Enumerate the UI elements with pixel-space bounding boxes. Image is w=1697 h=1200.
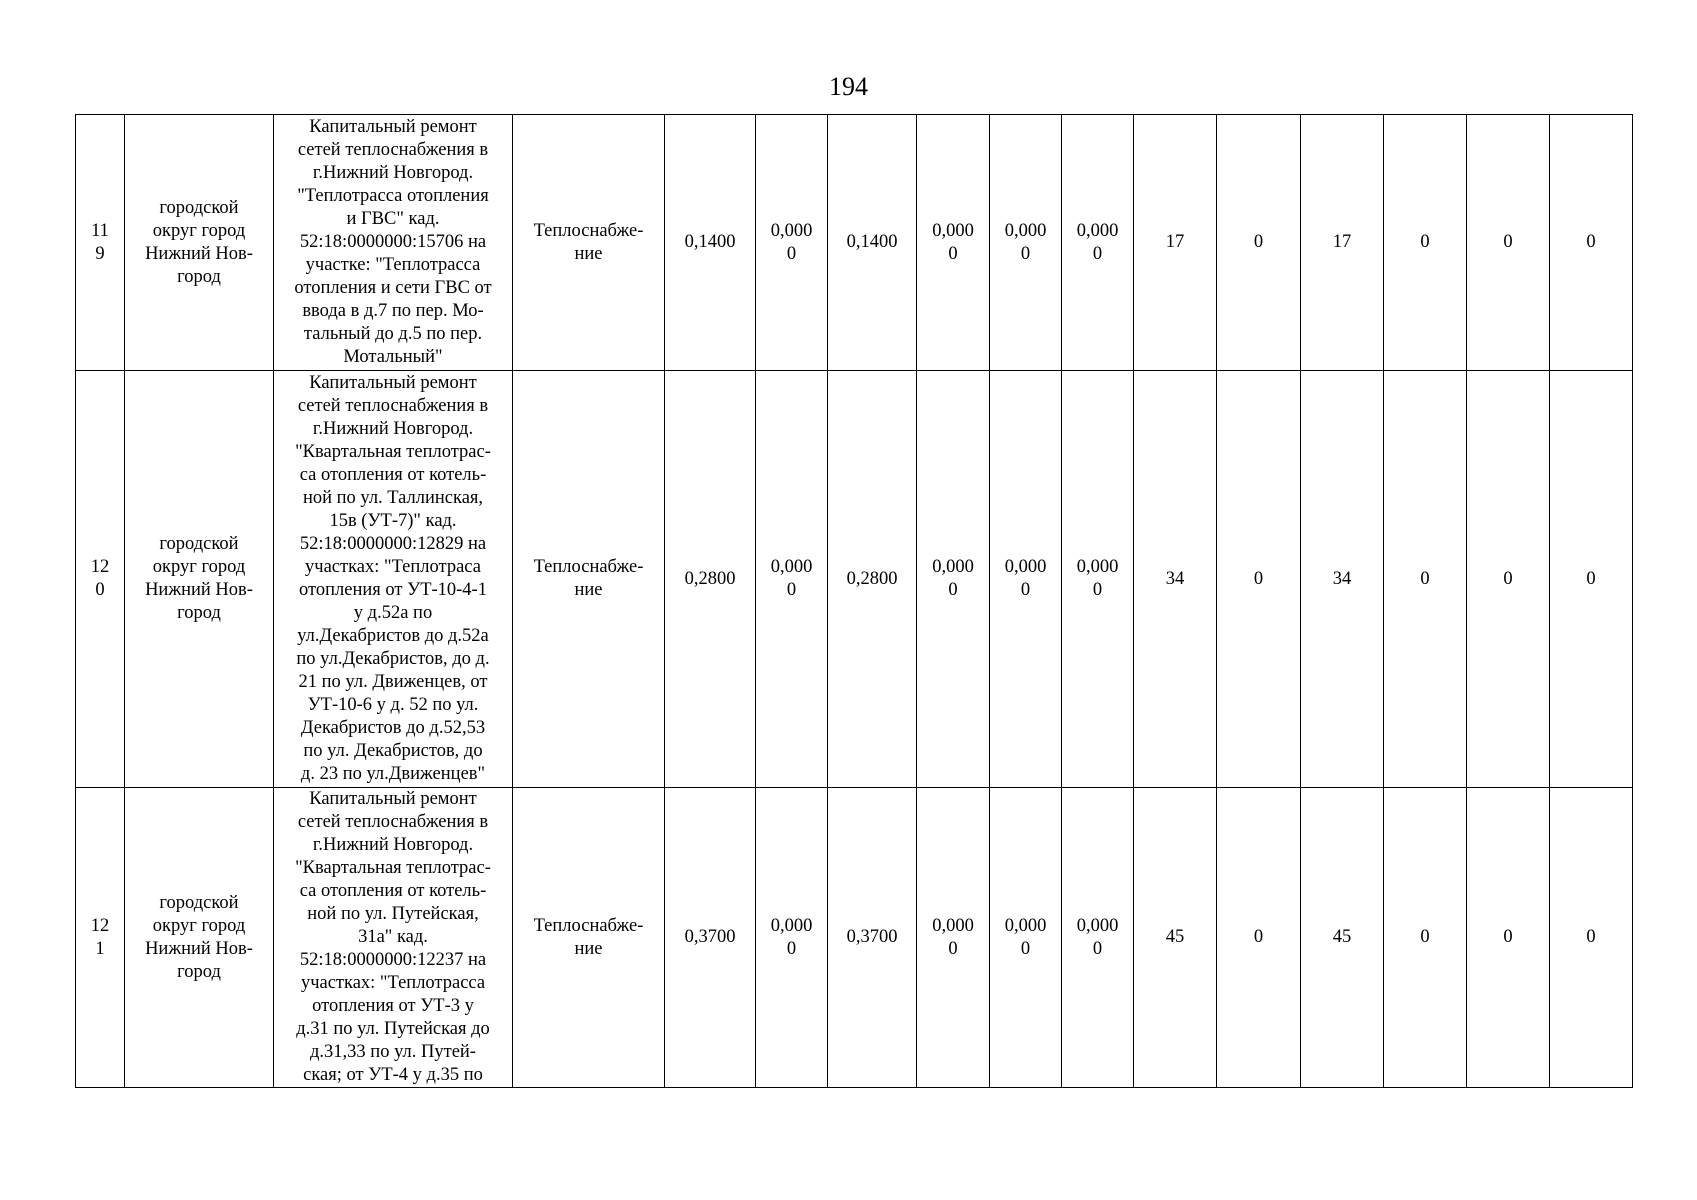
value-4: 0,000 0 bbox=[932, 915, 974, 959]
type-cell bbox=[513, 788, 665, 1088]
count-6: 0 bbox=[1586, 927, 1596, 947]
table-row bbox=[76, 371, 1633, 788]
count-2: 0 bbox=[1253, 927, 1264, 947]
count-1: 17 bbox=[1165, 232, 1185, 252]
description-text: Капитальный ремонт сетей теплоснабжения в г.Нижний Новгород. "Теплотрасса отопления и ГВС" кад. 52:18:0000000:15706 на участке: "Теплотрасса отопления и сети ГВС от ввода в д.7 по пер. Мо- тальный до д.5 по пер. Мотальный" bbox=[294, 117, 492, 367]
value-3: 0,3700 bbox=[846, 927, 898, 947]
row-number-cell bbox=[76, 788, 125, 1088]
count-cell bbox=[1384, 788, 1467, 1088]
value-2: 0,000 0 bbox=[770, 220, 813, 264]
type-text: Теплоснабже- ние bbox=[533, 557, 644, 600]
type-text: Теплоснабже- ние bbox=[533, 220, 644, 264]
value-cell bbox=[1062, 788, 1134, 1088]
value-cell bbox=[828, 115, 917, 371]
count-1: 45 bbox=[1165, 927, 1185, 947]
count-6: 0 bbox=[1586, 232, 1596, 252]
count-cell bbox=[1384, 115, 1467, 371]
row-number: 11 9 bbox=[91, 220, 109, 264]
count-5: 0 bbox=[1503, 568, 1513, 589]
count-4: 0 bbox=[1420, 927, 1430, 947]
count-5: 0 bbox=[1503, 927, 1513, 947]
count-cell bbox=[1550, 115, 1633, 371]
row-number: 12 0 bbox=[90, 557, 110, 600]
municipality-text: городской округ город Нижний Нов- город bbox=[145, 534, 253, 623]
table-row bbox=[76, 115, 1633, 371]
count-4: 0 bbox=[1420, 232, 1430, 252]
type-cell bbox=[513, 115, 665, 371]
data-table bbox=[75, 114, 1633, 1088]
count-cell bbox=[1217, 115, 1301, 371]
value-6: 0,000 0 bbox=[1076, 557, 1119, 600]
value-cell bbox=[917, 788, 990, 1088]
value-cell bbox=[1062, 115, 1134, 371]
value-6: 0,000 0 bbox=[1076, 220, 1119, 264]
count-4: 0 bbox=[1420, 568, 1430, 589]
value-cell bbox=[828, 371, 917, 788]
count-2: 0 bbox=[1253, 232, 1264, 252]
value-cell bbox=[917, 115, 990, 371]
count-cell bbox=[1134, 371, 1217, 788]
value-1: 0,3700 bbox=[684, 927, 736, 947]
count-cell bbox=[1467, 371, 1550, 788]
count-cell bbox=[1550, 371, 1633, 788]
count-3: 45 bbox=[1332, 927, 1352, 947]
value-5: 0,000 0 bbox=[1004, 220, 1047, 264]
value-cell bbox=[828, 788, 917, 1088]
value-4: 0,000 0 bbox=[932, 220, 974, 264]
count-6: 0 bbox=[1586, 568, 1596, 589]
count-cell bbox=[1550, 788, 1633, 1088]
count-cell bbox=[1301, 788, 1384, 1088]
value-2: 0,000 0 bbox=[770, 557, 813, 600]
value-cell bbox=[756, 115, 828, 371]
count-cell bbox=[1467, 788, 1550, 1088]
value-cell bbox=[665, 371, 756, 788]
value-cell bbox=[756, 788, 828, 1088]
value-3: 0,2800 bbox=[846, 568, 898, 589]
type-text: Теплоснабже- ние bbox=[533, 915, 644, 959]
value-5: 0,000 0 bbox=[1004, 557, 1047, 600]
count-cell bbox=[1217, 371, 1301, 788]
value-cell bbox=[990, 788, 1062, 1088]
table-row bbox=[76, 788, 1633, 1088]
count-cell bbox=[1134, 115, 1217, 371]
value-cell bbox=[665, 788, 756, 1088]
description-text: Капитальный ремонт сетей теплоснабжения в г.Нижний Новгород. "Квартальная теплотрас- са отопления от котель- ной по ул. Таллинская, 15в (УТ-7)" кад. 52:18:0000000:12829 на участках: "Теплотраса отопления от УТ-10-4-1 у д.52а по ул.Декабристов до д.52а по ул.Декабристов, до д. 21 по ул. Движенцев, от УТ-10-6 у д. 52 по ул. Декабристов до д.52,53 по ул. Декабристов, до д. 23 по ул.Движенцев" bbox=[295, 373, 491, 784]
count-2: 0 bbox=[1253, 568, 1264, 589]
value-cell bbox=[990, 371, 1062, 788]
description-cell bbox=[274, 115, 513, 371]
value-cell bbox=[917, 371, 990, 788]
value-4: 0,000 0 bbox=[932, 557, 974, 600]
count-cell bbox=[1217, 788, 1301, 1088]
municipality-cell bbox=[125, 115, 274, 371]
value-3: 0,1400 bbox=[846, 232, 898, 252]
row-number-cell bbox=[76, 115, 125, 371]
municipality-text: городской округ город Нижний Нов- город bbox=[145, 892, 253, 982]
count-3: 17 bbox=[1332, 232, 1352, 252]
count-1: 34 bbox=[1165, 568, 1185, 589]
value-cell bbox=[756, 371, 828, 788]
type-cell bbox=[513, 371, 665, 788]
value-5: 0,000 0 bbox=[1004, 915, 1047, 959]
value-cell bbox=[1062, 371, 1134, 788]
page-number: 194 bbox=[829, 72, 868, 101]
municipality-cell bbox=[125, 371, 274, 788]
count-cell bbox=[1467, 115, 1550, 371]
value-6: 0,000 0 bbox=[1076, 915, 1119, 959]
row-number-cell bbox=[76, 371, 125, 788]
count-5: 0 bbox=[1503, 232, 1513, 252]
count-cell bbox=[1384, 371, 1467, 788]
description-cell bbox=[274, 371, 513, 788]
description-cell bbox=[274, 788, 513, 1088]
value-1: 0,2800 bbox=[684, 568, 736, 589]
value-2: 0,000 0 bbox=[770, 915, 813, 959]
description-text: Капитальный ремонт сетей теплоснабжения в г.Нижний Новгород. "Квартальная теплотрас- са отопления от котель- ной по ул. Путейская, 31а" кад. 52:18:0000000:12237 на участках: "Теплотрасса отопления от УТ-3 у д.31 по ул. Путейская до д.31,33 по ул. Путей- ская; от УТ-4 у д.35 по bbox=[295, 789, 491, 1085]
count-cell bbox=[1301, 115, 1384, 371]
value-cell bbox=[990, 115, 1062, 371]
count-3: 34 bbox=[1332, 568, 1352, 589]
municipality-cell bbox=[125, 788, 274, 1088]
municipality-text: городской округ город Нижний Нов- город bbox=[145, 197, 253, 287]
value-1: 0,1400 bbox=[684, 232, 736, 252]
count-cell bbox=[1134, 788, 1217, 1088]
count-cell bbox=[1301, 371, 1384, 788]
value-cell bbox=[665, 115, 756, 371]
row-number: 12 1 bbox=[90, 915, 110, 959]
